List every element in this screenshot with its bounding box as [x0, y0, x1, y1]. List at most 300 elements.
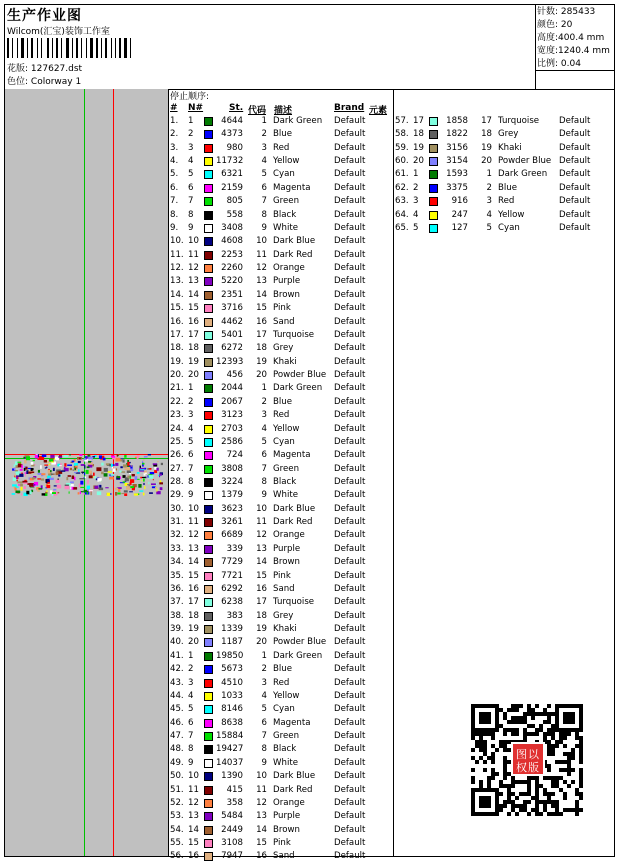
- row-brand: Default: [334, 570, 366, 581]
- row-code: 9: [261, 222, 267, 233]
- row-description: Sand: [273, 583, 295, 594]
- row-brand: Default: [334, 329, 366, 340]
- row-code: 6: [261, 717, 267, 728]
- row-code: 1: [261, 650, 267, 661]
- color-swatch: [204, 451, 213, 460]
- table-row: [170, 730, 390, 743]
- color-swatch: [429, 184, 438, 193]
- row-description: Green: [273, 731, 300, 742]
- row-code: 19: [256, 356, 267, 367]
- color-swatch: [204, 852, 213, 861]
- row-stitches: 1033: [221, 690, 243, 701]
- row-brand: Default: [334, 824, 366, 835]
- row-description: Khaki: [273, 356, 297, 367]
- color-swatch: [204, 772, 213, 781]
- row-needle: 20: [188, 370, 199, 381]
- row-index: 52.: [170, 797, 184, 808]
- color-swatch: [204, 251, 213, 260]
- row-index: 57.: [395, 116, 409, 126]
- color-swatch: [429, 144, 438, 153]
- row-index: 39.: [170, 624, 184, 635]
- row-code: 11: [256, 784, 267, 795]
- row-code: 9: [261, 490, 267, 501]
- table-row: [170, 396, 390, 409]
- table-row: [170, 717, 390, 730]
- row-description: Red: [273, 410, 290, 421]
- table-row: [170, 770, 390, 783]
- stats-panel: [537, 6, 610, 71]
- row-code: 3: [486, 196, 492, 207]
- row-needle: 3: [413, 196, 419, 207]
- color-swatch: [204, 344, 213, 353]
- row-brand: Default: [334, 517, 366, 528]
- row-index: 15.: [170, 303, 184, 314]
- row-index: 38.: [170, 610, 184, 621]
- row-brand: Default: [334, 637, 366, 648]
- row-index: 54.: [170, 824, 184, 835]
- row-brand: Default: [334, 396, 366, 407]
- row-brand: Default: [334, 410, 366, 421]
- row-brand: Default: [334, 837, 366, 848]
- row-code: 15: [256, 303, 267, 314]
- row-index: 14.: [170, 289, 184, 300]
- row-stitches: 3154: [446, 156, 468, 167]
- color-swatch: [204, 705, 213, 714]
- svg-text:以: 以: [528, 748, 539, 761]
- row-description: Red: [498, 196, 515, 207]
- row-description: Brown: [273, 824, 300, 835]
- row-needle: 16: [188, 583, 199, 594]
- row-stitches: 1379: [221, 490, 243, 501]
- row-code: 2: [261, 664, 267, 675]
- row-needle: 1: [413, 169, 419, 180]
- row-stitches: 3408: [221, 222, 243, 233]
- row-needle: 10: [188, 236, 199, 247]
- row-description: Magenta: [273, 717, 311, 728]
- row-stitches: 2260: [221, 263, 243, 274]
- table-row: [170, 209, 390, 222]
- row-needle: 10: [188, 503, 199, 514]
- row-stitches: 5401: [221, 329, 243, 340]
- row-index: 12.: [170, 263, 184, 274]
- row-description: Black: [273, 476, 297, 487]
- row-index: 56.: [170, 851, 184, 862]
- row-brand: Default: [559, 196, 591, 207]
- row-code: 19: [256, 624, 267, 635]
- row-description: Turquoise: [498, 116, 540, 126]
- color-swatch: [204, 491, 213, 500]
- row-index: 27.: [170, 463, 184, 474]
- row-index: 8.: [170, 209, 179, 220]
- column-needle-header: N#: [188, 103, 204, 113]
- row-stitches: 805: [226, 196, 243, 207]
- row-needle: 12: [188, 263, 199, 274]
- row-brand: Default: [334, 731, 366, 742]
- row-description: Cyan: [273, 436, 295, 447]
- color-swatch: [429, 157, 438, 166]
- row-brand: Default: [334, 436, 366, 447]
- row-brand: Default: [334, 370, 366, 381]
- row-index: 55.: [170, 837, 184, 848]
- row-code: 4: [261, 156, 267, 167]
- color-swatch: [204, 665, 213, 674]
- color-swatch: [204, 638, 213, 647]
- row-needle: 13: [188, 543, 199, 554]
- row-stitches: 7721: [221, 570, 243, 581]
- row-description: Black: [273, 744, 297, 755]
- row-brand: Default: [334, 276, 366, 287]
- color-swatch: [204, 438, 213, 447]
- row-index: 43.: [170, 677, 184, 688]
- table-row: [170, 382, 390, 395]
- table-row: [170, 476, 390, 489]
- design-preview[interactable]: [5, 89, 168, 856]
- row-stitches: 1858: [446, 116, 468, 126]
- row-index: 13.: [170, 276, 184, 287]
- row-needle: 5: [188, 704, 194, 715]
- row-needle: 12: [188, 797, 199, 808]
- row-brand: Default: [334, 116, 366, 126]
- row-needle: 13: [188, 276, 199, 287]
- row-brand: Default: [559, 142, 591, 153]
- row-needle: 17: [188, 329, 199, 340]
- row-description: Orange: [273, 797, 305, 808]
- row-code: 15: [256, 570, 267, 581]
- svg-text:权: 权: [516, 761, 527, 774]
- row-brand: Default: [334, 704, 366, 715]
- table-row: [170, 463, 390, 476]
- row-needle: 15: [188, 570, 199, 581]
- color-swatch: [204, 264, 213, 273]
- row-code: 13: [256, 543, 267, 554]
- table-row: [395, 182, 615, 195]
- table-row: [170, 797, 390, 810]
- row-code: 16: [256, 316, 267, 327]
- row-needle: 6: [188, 450, 194, 461]
- row-description: Green: [273, 196, 300, 207]
- table-row: [395, 168, 615, 181]
- row-description: Purple: [273, 811, 301, 822]
- row-code: 3: [261, 410, 267, 421]
- row-description: Dark Green: [273, 383, 323, 394]
- row-stitches: 2067: [221, 396, 243, 407]
- row-code: 8: [261, 476, 267, 487]
- row-code: 7: [261, 196, 267, 207]
- row-needle: 11: [188, 517, 199, 528]
- row-index: 28.: [170, 476, 184, 487]
- table-row: [170, 850, 390, 863]
- row-needle: 19: [188, 624, 199, 635]
- table-row: [170, 529, 390, 542]
- stat-value: 20: [560, 20, 573, 30]
- row-code: 20: [481, 156, 492, 167]
- row-description: Brown: [273, 289, 300, 300]
- stop-sequence-title: 停止顺序:: [170, 92, 210, 102]
- stat-value: 1240.4 mm: [558, 46, 610, 56]
- color-swatch: [429, 170, 438, 179]
- table-row: [170, 690, 390, 703]
- row-brand: Default: [559, 129, 591, 140]
- row-code: 10: [256, 236, 267, 247]
- row-stitches: 7729: [221, 557, 243, 568]
- row-needle: 19: [413, 142, 424, 153]
- table-row: [170, 583, 390, 596]
- row-needle: 5: [413, 222, 419, 233]
- color-swatch: [204, 598, 213, 607]
- table-row: [170, 543, 390, 556]
- row-index: 65.: [395, 222, 409, 233]
- row-code: 3: [261, 142, 267, 153]
- stat-width: [537, 45, 610, 58]
- row-index: 41.: [170, 650, 184, 661]
- color-swatch: [204, 144, 213, 153]
- row-description: White: [273, 757, 298, 768]
- row-stitches: 3123: [221, 410, 243, 421]
- row-description: Powder Blue: [273, 370, 327, 381]
- row-needle: 2: [188, 664, 194, 675]
- table-row: [170, 249, 390, 262]
- row-needle: 1: [188, 116, 194, 126]
- row-needle: 11: [188, 249, 199, 260]
- row-needle: 20: [413, 156, 424, 167]
- color-swatch: [204, 277, 213, 286]
- color-swatch: [204, 184, 213, 193]
- row-code: 4: [261, 423, 267, 434]
- color-swatch: [204, 371, 213, 380]
- row-brand: Default: [334, 263, 366, 274]
- row-brand: Default: [334, 530, 366, 541]
- row-description: Red: [273, 142, 290, 153]
- row-description: Brown: [273, 557, 300, 568]
- row-description: Cyan: [273, 704, 295, 715]
- row-code: 20: [256, 370, 267, 381]
- color-swatch: [204, 652, 213, 661]
- row-index: 16.: [170, 316, 184, 327]
- row-code: 3: [261, 677, 267, 688]
- color-swatch: [204, 197, 213, 206]
- row-index: 2.: [170, 129, 179, 140]
- row-needle: 15: [188, 837, 199, 848]
- row-index: 36.: [170, 583, 184, 594]
- row-code: 13: [256, 811, 267, 822]
- row-index: 20.: [170, 370, 184, 381]
- row-brand: Default: [334, 784, 366, 795]
- row-needle: 4: [188, 423, 194, 434]
- row-brand: Default: [334, 503, 366, 514]
- stat-stitches: [537, 6, 610, 19]
- table-row: [170, 182, 390, 195]
- row-description: Dark Blue: [273, 236, 316, 247]
- row-needle: 11: [188, 784, 199, 795]
- row-code: 16: [256, 583, 267, 594]
- color-swatch: [204, 812, 213, 821]
- table-column-divider: [393, 89, 394, 857]
- row-index: 63.: [395, 196, 409, 207]
- row-description: Pink: [273, 837, 291, 848]
- row-brand: Default: [334, 597, 366, 608]
- stat-value: 285433: [560, 7, 596, 17]
- color-swatch: [204, 130, 213, 139]
- row-stitches: 2044: [221, 383, 243, 394]
- row-stitches: 3108: [221, 837, 243, 848]
- row-brand: Default: [334, 677, 366, 688]
- row-code: 14: [256, 557, 267, 568]
- row-needle: 3: [188, 142, 194, 153]
- row-code: 19: [481, 142, 492, 153]
- row-brand: Default: [334, 236, 366, 247]
- row-code: 10: [256, 771, 267, 782]
- row-needle: 4: [188, 690, 194, 701]
- row-needle: 16: [188, 851, 199, 862]
- row-needle: 6: [188, 717, 194, 728]
- color-swatch: [204, 518, 213, 527]
- row-index: 9.: [170, 222, 179, 233]
- row-index: 59.: [395, 142, 409, 153]
- row-index: 26.: [170, 450, 184, 461]
- row-index: 34.: [170, 557, 184, 568]
- table-row: [170, 570, 390, 583]
- row-index: 22.: [170, 396, 184, 407]
- row-needle: 7: [188, 196, 194, 207]
- column-index-header: #: [170, 103, 178, 113]
- row-stitches: 558: [226, 209, 243, 220]
- row-index: 42.: [170, 664, 184, 675]
- row-stitches: 7947: [221, 851, 243, 862]
- color-swatch: [204, 786, 213, 795]
- row-stitches: 8638: [221, 717, 243, 728]
- row-needle: 14: [188, 557, 199, 568]
- row-needle: 18: [188, 343, 199, 354]
- row-brand: Default: [334, 249, 366, 260]
- color-swatch: [204, 237, 213, 246]
- row-code: 8: [261, 209, 267, 220]
- table-row: [395, 195, 615, 208]
- row-description: Dark Red: [273, 784, 313, 795]
- row-description: Yellow: [273, 423, 300, 434]
- row-needle: 14: [188, 289, 199, 300]
- row-index: 46.: [170, 717, 184, 728]
- row-stitches: 6272: [221, 343, 243, 354]
- row-index: 37.: [170, 597, 184, 608]
- row-stitches: 2253: [221, 249, 243, 260]
- row-needle: 5: [188, 169, 194, 180]
- row-stitches: 19427: [216, 744, 244, 755]
- row-description: Khaki: [273, 624, 297, 635]
- row-brand: Default: [334, 690, 366, 701]
- row-brand: Default: [334, 490, 366, 501]
- pattern-row: [7, 61, 82, 74]
- table-row: [170, 195, 390, 208]
- barcode-image: [7, 38, 131, 58]
- row-code: 4: [486, 209, 492, 220]
- row-code: 5: [261, 436, 267, 447]
- row-stitches: 1822: [446, 129, 468, 140]
- table-row: [170, 503, 390, 516]
- row-brand: Default: [559, 156, 591, 167]
- row-code: 1: [261, 116, 267, 126]
- table-row: [170, 356, 390, 369]
- row-index: 31.: [170, 517, 184, 528]
- row-stitches: 14037: [216, 757, 244, 768]
- row-code: 2: [261, 396, 267, 407]
- row-index: 24.: [170, 423, 184, 434]
- embroidery-design: [11, 452, 163, 496]
- row-code: 15: [256, 837, 267, 848]
- table-row: [170, 677, 390, 690]
- row-index: 6.: [170, 182, 179, 193]
- row-code: 17: [481, 116, 492, 126]
- row-index: 32.: [170, 530, 184, 541]
- row-code: 8: [261, 744, 267, 755]
- colorway-value: Colorway 1: [30, 77, 82, 87]
- row-description: Yellow: [498, 209, 525, 220]
- row-index: 40.: [170, 637, 184, 648]
- row-description: Dark Red: [273, 249, 313, 260]
- qr-code: [471, 704, 583, 816]
- row-brand: Default: [334, 851, 366, 862]
- row-code: 20: [256, 637, 267, 648]
- table-row: [170, 329, 390, 342]
- table-row: [170, 342, 390, 355]
- row-needle: 18: [413, 129, 424, 140]
- row-index: 60.: [395, 156, 409, 167]
- table-row: [170, 757, 390, 770]
- stats-divider: [535, 4, 536, 89]
- row-description: Red: [273, 677, 290, 688]
- row-needle: 9: [188, 490, 194, 501]
- row-brand: Default: [334, 289, 366, 300]
- row-brand: Default: [334, 142, 366, 153]
- row-stitches: 1339: [221, 624, 243, 635]
- table-row: [395, 209, 615, 222]
- table-row: [170, 784, 390, 797]
- table-row: [395, 115, 615, 128]
- stat-label: 针数:: [537, 7, 559, 17]
- color-swatch: [204, 759, 213, 768]
- row-stitches: 1593: [446, 169, 468, 180]
- row-stitches: 5484: [221, 811, 243, 822]
- row-index: 19.: [170, 356, 184, 367]
- table-row: [170, 837, 390, 850]
- color-swatch: [204, 331, 213, 340]
- row-brand: Default: [334, 423, 366, 434]
- row-index: 62.: [395, 182, 409, 193]
- colorway-label: 色位:: [7, 77, 29, 87]
- row-brand: Default: [334, 209, 366, 220]
- row-stitches: 339: [226, 543, 243, 554]
- row-brand: Default: [559, 182, 591, 193]
- table-row: [170, 115, 390, 128]
- row-brand: Default: [334, 450, 366, 461]
- table-row: [170, 436, 390, 449]
- row-stitches: 2449: [221, 824, 243, 835]
- table-row: [170, 610, 390, 623]
- color-swatch: [204, 358, 213, 367]
- row-index: 3.: [170, 142, 179, 153]
- row-description: Powder Blue: [273, 637, 327, 648]
- row-stitches: 6292: [221, 583, 243, 594]
- company-name: Wilcom(汇宝)装饰工作室: [7, 27, 110, 37]
- row-stitches: 6689: [221, 530, 243, 541]
- row-stitches: 19850: [216, 650, 244, 661]
- row-description: Dark Blue: [273, 503, 316, 514]
- color-swatch: [429, 211, 438, 220]
- row-description: Dark Green: [273, 116, 323, 126]
- row-brand: Default: [334, 196, 366, 207]
- row-index: 45.: [170, 704, 184, 715]
- row-code: 1: [486, 169, 492, 180]
- table-row: [170, 516, 390, 529]
